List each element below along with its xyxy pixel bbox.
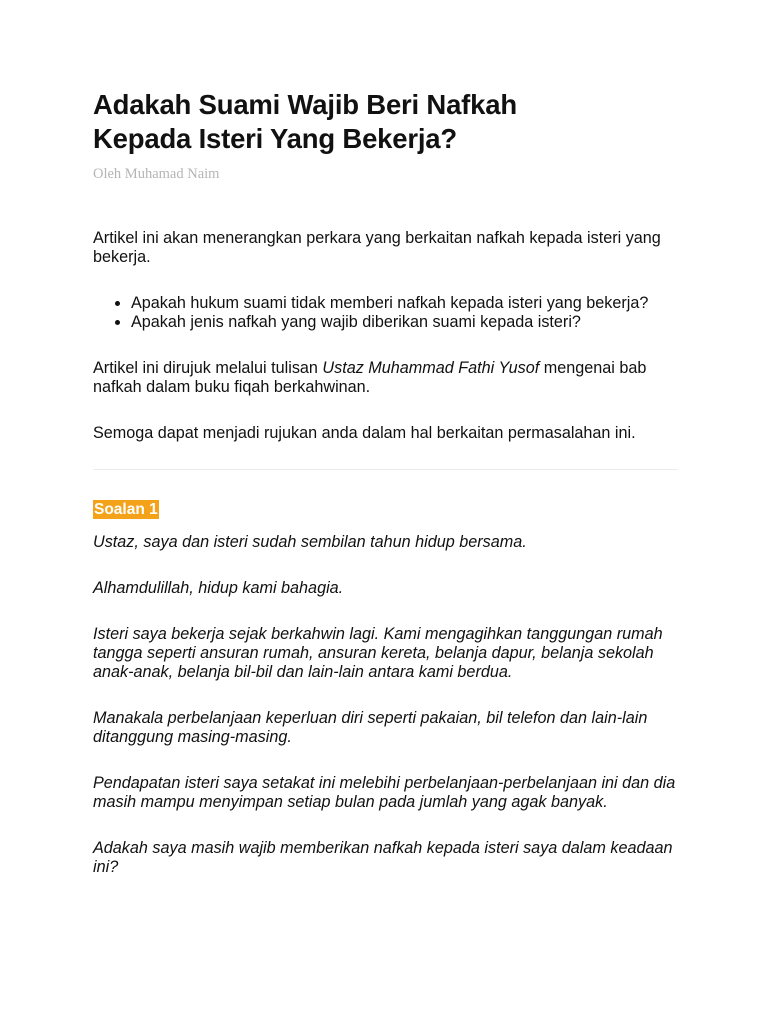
list-item: • Apakah hukum suami tidak memberi nafkah kepada isteri yang bekerja? [131, 294, 678, 313]
closing-paragraph: Semoga dapat menjadi rujukan anda dalam hal berkaitan permasalahan ini. [93, 424, 636, 442]
question-badge: Soalan 1 [94, 501, 158, 518]
page-title [93, 88, 678, 156]
question-paragraph: Pendapatan isteri saya setakat ini melebihi perbelanjaan-perbelanjaan ini dan dia masih mampu menyimpan setiap bulan pada jumlah yang agak banyak. [93, 774, 676, 811]
intro-paragraph: Artikel ini akan menerangkan perkara yang berkaitan nafkah kepada isteri yang bekerja. [93, 229, 661, 266]
list-item: • Apakah jenis nafkah yang wajib diberikan suami kepada isteri? [131, 313, 678, 332]
question-paragraph: Ustaz, saya dan isteri sudah sembilan tahun hidup bersama. [93, 533, 527, 551]
author-byline: Oleh Muhamad Naim [93, 166, 220, 182]
question-list [93, 294, 678, 332]
question-paragraph: Adakah saya masih wajib memberikan nafkah kepada isteri saya dalam keadaan ini? [93, 839, 673, 876]
title-line-2: Kepada Isteri Yang Bekerja? [93, 123, 457, 154]
title-line-1: Adakah Suami Wajib Beri Nafkah [93, 89, 517, 120]
question-paragraph: Alhamdulillah, hidup kami bahagia. [93, 579, 344, 597]
reference-paragraph [93, 359, 678, 397]
question-heading [93, 500, 678, 519]
question-paragraph: Manakala perbelanjaan keperluan diri seperti pakaian, bil telefon dan lain-lain ditanggung masing-masing. [93, 709, 648, 746]
section-divider [93, 469, 678, 470]
question-paragraph: Isteri saya bekerja sejak berkahwin lagi. Kami mengagihkan tanggungan rumah tangga seperti ansuran rumah, ansuran kereta, belanja dapur, belanja sekolah anak-anak, belanja bil-bil dan lain-lain antara kami berdua. [93, 625, 663, 681]
reference-author: Ustaz Muhammad Fathi Yusof [322, 359, 540, 377]
article [93, 88, 678, 877]
reference-text-after: mengenai bab nafkah dalam buku fiqah berkahwinan. [93, 359, 647, 396]
reference-text-before: Artikel ini dirujuk melalui tulisan [93, 359, 323, 377]
